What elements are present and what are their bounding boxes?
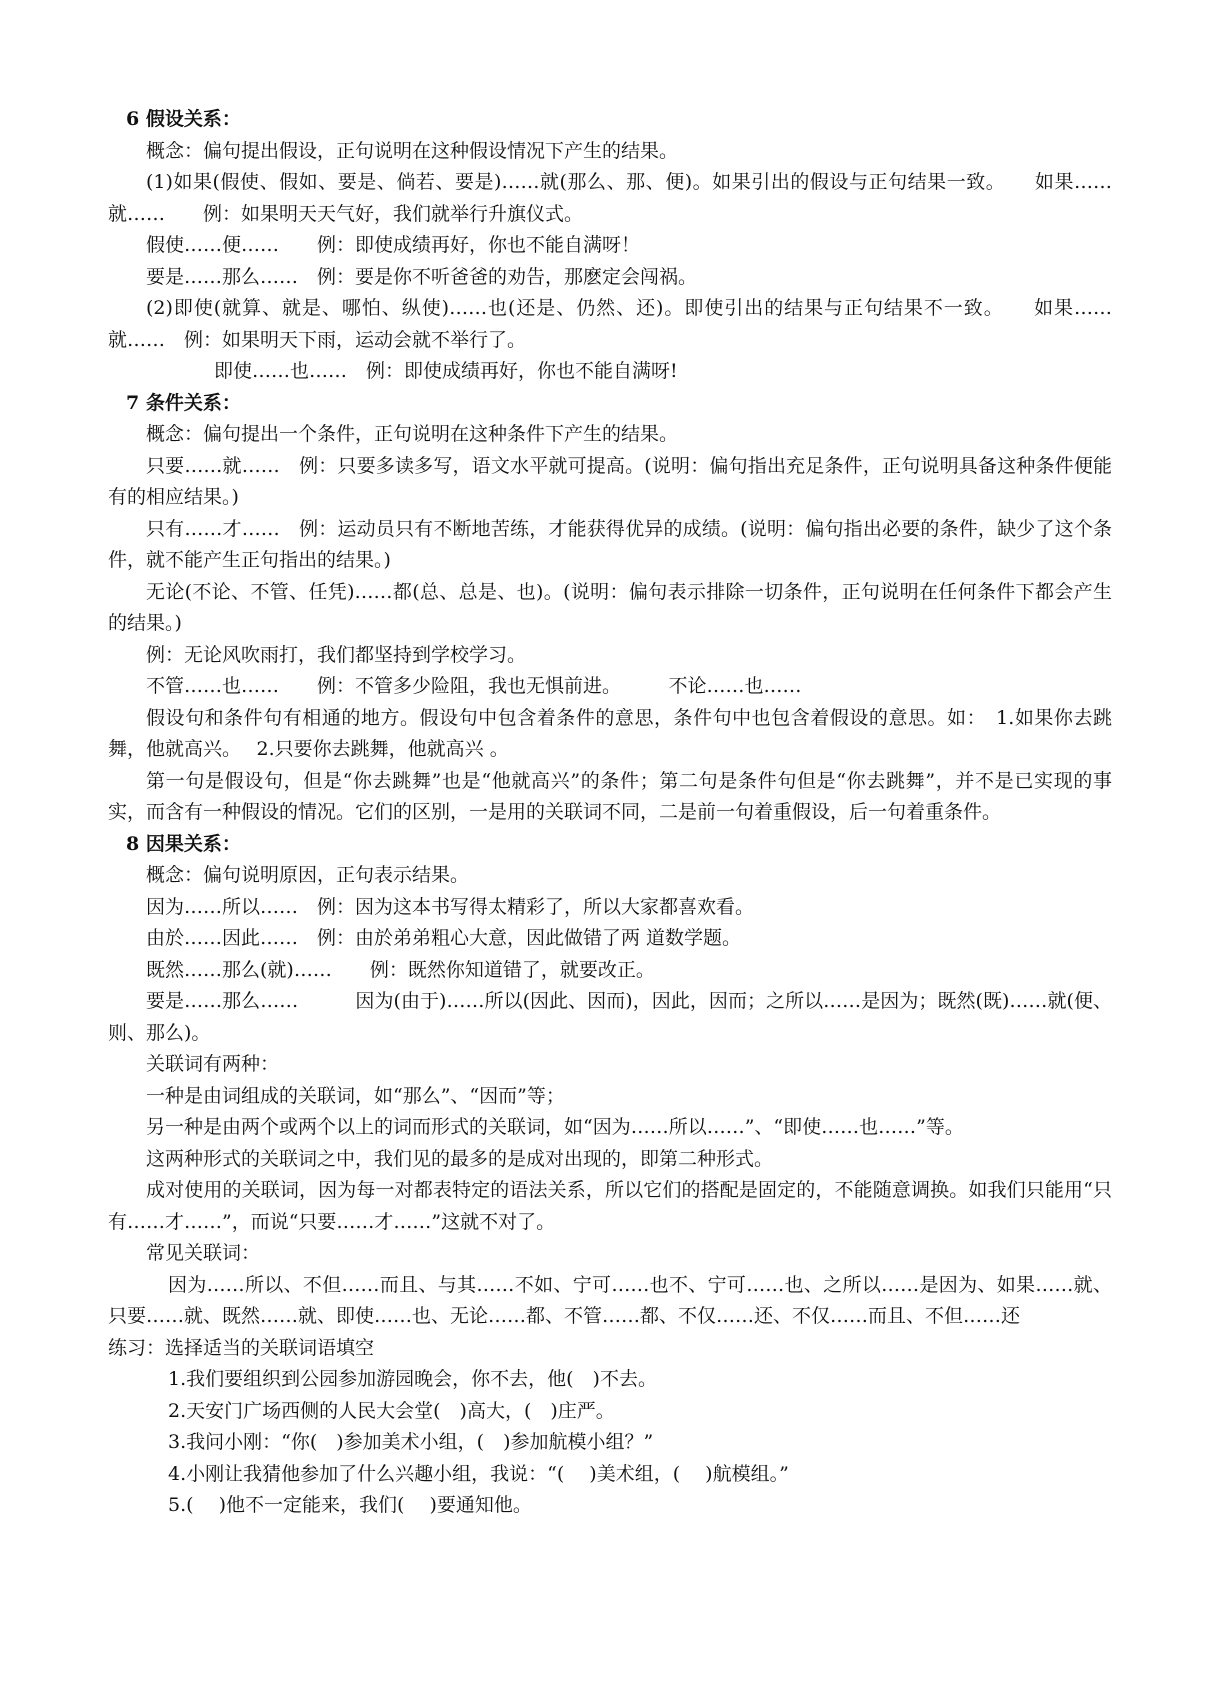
heading-hypothetical: 6 假设关系： bbox=[126, 108, 241, 130]
heading-causal: 8 因果关系： bbox=[126, 832, 241, 855]
paragraph: 另一种是由两个或两个以上的词而形式的关联词，如“因为……所以……”、“即使……也……”等。 bbox=[146, 1116, 964, 1138]
heading-conditional: 7 条件关系： bbox=[126, 391, 241, 414]
paragraph: 成对使用的关联词，因为每一对都表特定的语法关系，所以它们的搭配是固定的，不能随意调换。如我们只能用“只有……才……”，而说“只要……才……”这就不对了。 bbox=[108, 1179, 1112, 1233]
document-body bbox=[108, 104, 1112, 1522]
paragraph: 因为……所以、不但……而且、与其……不如、宁可……也不、宁可……也、之所以……是因为、如果……就、只要……就、既然……就、即使……也、无论……都、不管……都、不仅……还、不仅……而且、不但……还 bbox=[108, 1273, 1112, 1327]
paragraph: 无论(不论、不管、任凭)……都(总、总是、也)。(说明：偏句表示排除一切条件，正句说明在任何条件下都会产生的结果。) bbox=[108, 580, 1112, 634]
paragraph: 概念：偏句说明原因，正句表示结果。 bbox=[146, 864, 470, 886]
exercise-item: 4.小刚让我猜他参加了什么兴趣小组，我说：“( )美术组，( )航模组。” bbox=[168, 1462, 789, 1485]
paragraph: 要是……那么…… 因为(由于)……所以(因此、因而)，因此，因而；之所以……是因为；既然(既)……就(便、则、那么)。 bbox=[108, 990, 1112, 1044]
paragraph: 只要……就…… 例：只要多读多写，语文水平就可提高。(说明：偏句指出充足条件，正句说明具备这种条件便能有的相应结果。) bbox=[108, 454, 1112, 508]
paragraph: 假设句和条件句有相通的地方。假设句中包含着条件的意思，条件句中也包含着假设的意思。如： 1.如果你去跳舞，他就高兴。 2.只要你去跳舞，他就高兴 。 bbox=[108, 706, 1112, 760]
paragraph: 要是……那么…… 例：要是你不听爸爸的劝告，那麽定会闯祸。 bbox=[146, 265, 698, 288]
paragraph: 这两种形式的关联词之中，我们见的最多的是成对出现的，即第二种形式。 bbox=[146, 1147, 774, 1170]
paragraph: 不管……也…… 例：不管多少险阻，我也无惧前进。 不论……也…… bbox=[146, 675, 802, 697]
paragraph: 常见关联词： bbox=[146, 1242, 261, 1264]
paragraph: 由於……因此…… 例：由於弟弟粗心大意，因此做错了两 道数学题。 bbox=[146, 927, 742, 949]
paragraph: 假使……便…… 例：即使成绩再好，你也不能自满呀！ bbox=[146, 234, 641, 256]
paragraph: 第一句是假设句，但是“你去跳舞”也是“他就高兴”的条件；第二句是条件句但是“你去跳舞”，并不是已实现的事实，而含有一种假设的情况。它们的区别，一是用的关联词不同，二是前一句着重假设，后一句着重条件。 bbox=[108, 769, 1112, 823]
paragraph: 只有……才…… 例：运动员只有不断地苦练，才能获得优异的成绩。(说明：偏句指出必要的条件，缺少了这个条件，就不能产生正句指出的结果。) bbox=[108, 517, 1112, 571]
paragraph: 一种是由词组成的关联词，如“那么”、“因而”等； bbox=[146, 1084, 565, 1107]
paragraph: (2)即使(就算、就是、哪怕、纵使)……也(还是、仍然、还)。即使引出的结果与正句结果不一致。 如果……就…… 例：如果明天下雨，运动会就不举行了。 bbox=[108, 297, 1112, 351]
paragraph: 关联词有两种： bbox=[146, 1053, 280, 1075]
paragraph: (1)如果(假使、假如、要是、倘若、要是)……就(那么、那、便)。如果引出的假设与正句结果一致。 如果……就…… 例：如果明天天气好，我们就举行升旗仪式。 bbox=[108, 171, 1112, 225]
paragraph: 即使……也…… 例：即使成绩再好，你也不能自满呀! bbox=[214, 360, 678, 382]
paragraph: 因为……所以…… 例：因为这本书写得太精彩了，所以大家都喜欢看。 bbox=[146, 895, 755, 918]
paragraph: 概念：偏句提出假设，正句说明在这种假设情况下产生的结果。 bbox=[146, 139, 679, 162]
exercise-item: 2.天安门广场西侧的人民大会堂( )高大，( )庄严。 bbox=[168, 1399, 615, 1422]
paragraph: 例：无论风吹雨打，我们都坚持到学校学习。 bbox=[146, 643, 527, 666]
paragraph: 概念：偏句提出一个条件，正句说明在这种条件下产生的结果。 bbox=[146, 423, 679, 445]
paragraph: 既然……那么(就)…… 例：既然你知道错了，就要改正。 bbox=[146, 958, 655, 981]
exercise-heading: 练习：选择适当的关联词语填空 bbox=[108, 1336, 375, 1359]
exercise-item: 5.( )他不一定能来，我们( )要通知他。 bbox=[168, 1494, 532, 1516]
exercise-item: 1.我们要组织到公园参加游园晚会，你不去，他( )不去。 bbox=[168, 1368, 657, 1390]
exercise-item: 3.我问小刚：“你( )参加美术小组，( )参加航模小组？” bbox=[168, 1431, 654, 1453]
